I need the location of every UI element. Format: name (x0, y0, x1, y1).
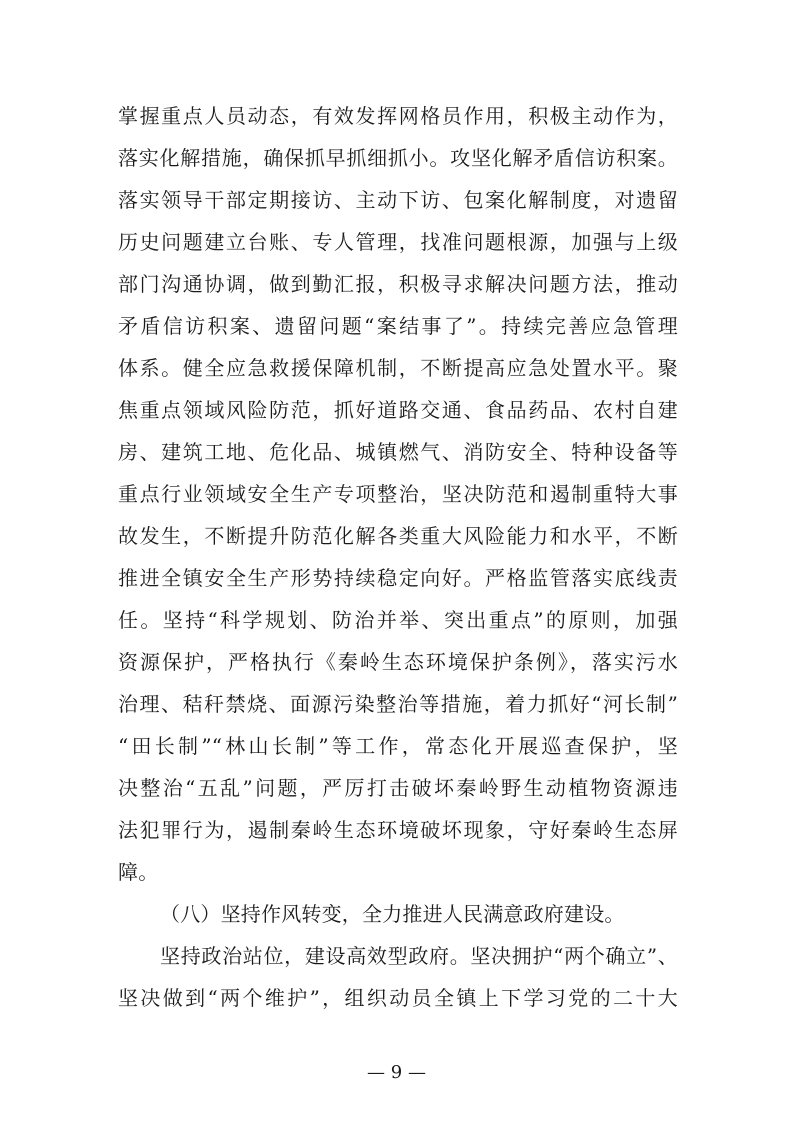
paragraph-line: 资源保护，严格执行《秦岭生态环境保护条例》，落实污水 (118, 650, 678, 674)
paragraph-line: 任。坚持“科学规划、防治并举、突出重点”的原则，加强 (118, 608, 678, 632)
paragraph-line: 推进全镇安全生产形势持续稳定向好。严格监管落实底线责 (118, 566, 678, 590)
paragraph-line: 决整治“五乱”问题，严厉打击破坏秦岭野生动植物资源违 (118, 776, 678, 800)
paragraph-line: 法犯罪行为，遏制秦岭生态环境破坏现象，守好秦岭生态屏 (118, 818, 678, 842)
paragraph-line: 治理、秸秆禁烧、面源污染整治等措施，着力抓好“河长制” (118, 692, 678, 716)
paragraph-line: 落实领导干部定期接访、主动下访、包案化解制度，对遗留 (118, 188, 678, 212)
paragraph-line: 部门沟通协调，做到勤汇报，积极寻求解决问题方法，推动 (118, 272, 678, 296)
paragraph-line: 坚持政治站位，建设高效型政府。坚决拥护“两个确立”、 (160, 944, 678, 968)
paragraph-line: 体系。健全应急救援保障机制，不断提高应急处置水平。聚 (118, 356, 678, 380)
paragraph-line: 坚决做到“两个维护”，组织动员全镇上下学习党的二十大 (118, 986, 678, 1010)
paragraph-line: 落实化解措施，确保抓早抓细抓小。攻坚化解矛盾信访积案。 (118, 146, 678, 170)
page-number: — 9 — (367, 1062, 426, 1083)
paragraph-line: 重点行业领域安全生产专项整治，坚决防范和遏制重特大事 (118, 482, 678, 506)
paragraph-line: 故发生，不断提升防范化解各类重大风险能力和水平，不断 (118, 524, 678, 548)
paragraph-line: “田长制”“林山长制”等工作，常态化开展巡查保护，坚 (118, 734, 678, 758)
paragraph-line: 掌握重点人员动态，有效发挥网格员作用，积极主动作为， (118, 104, 678, 128)
paragraph-line: 历史问题建立台账、专人管理，找准问题根源，加强与上级 (118, 230, 678, 254)
section-heading: （八）坚持作风转变，全力推进人民满意政府建设。 (160, 902, 625, 926)
paragraph-line: 焦重点领域风险防范，抓好道路交通、食品药品、农村自建 (118, 398, 678, 422)
paragraph-line: 障。 (118, 860, 159, 884)
paragraph-line: 房、建筑工地、危化品、城镇燃气、消防安全、特种设备等 (118, 440, 678, 464)
paragraph-line: 矛盾信访积案、遗留问题“案结事了”。持续完善应急管理 (118, 314, 678, 338)
